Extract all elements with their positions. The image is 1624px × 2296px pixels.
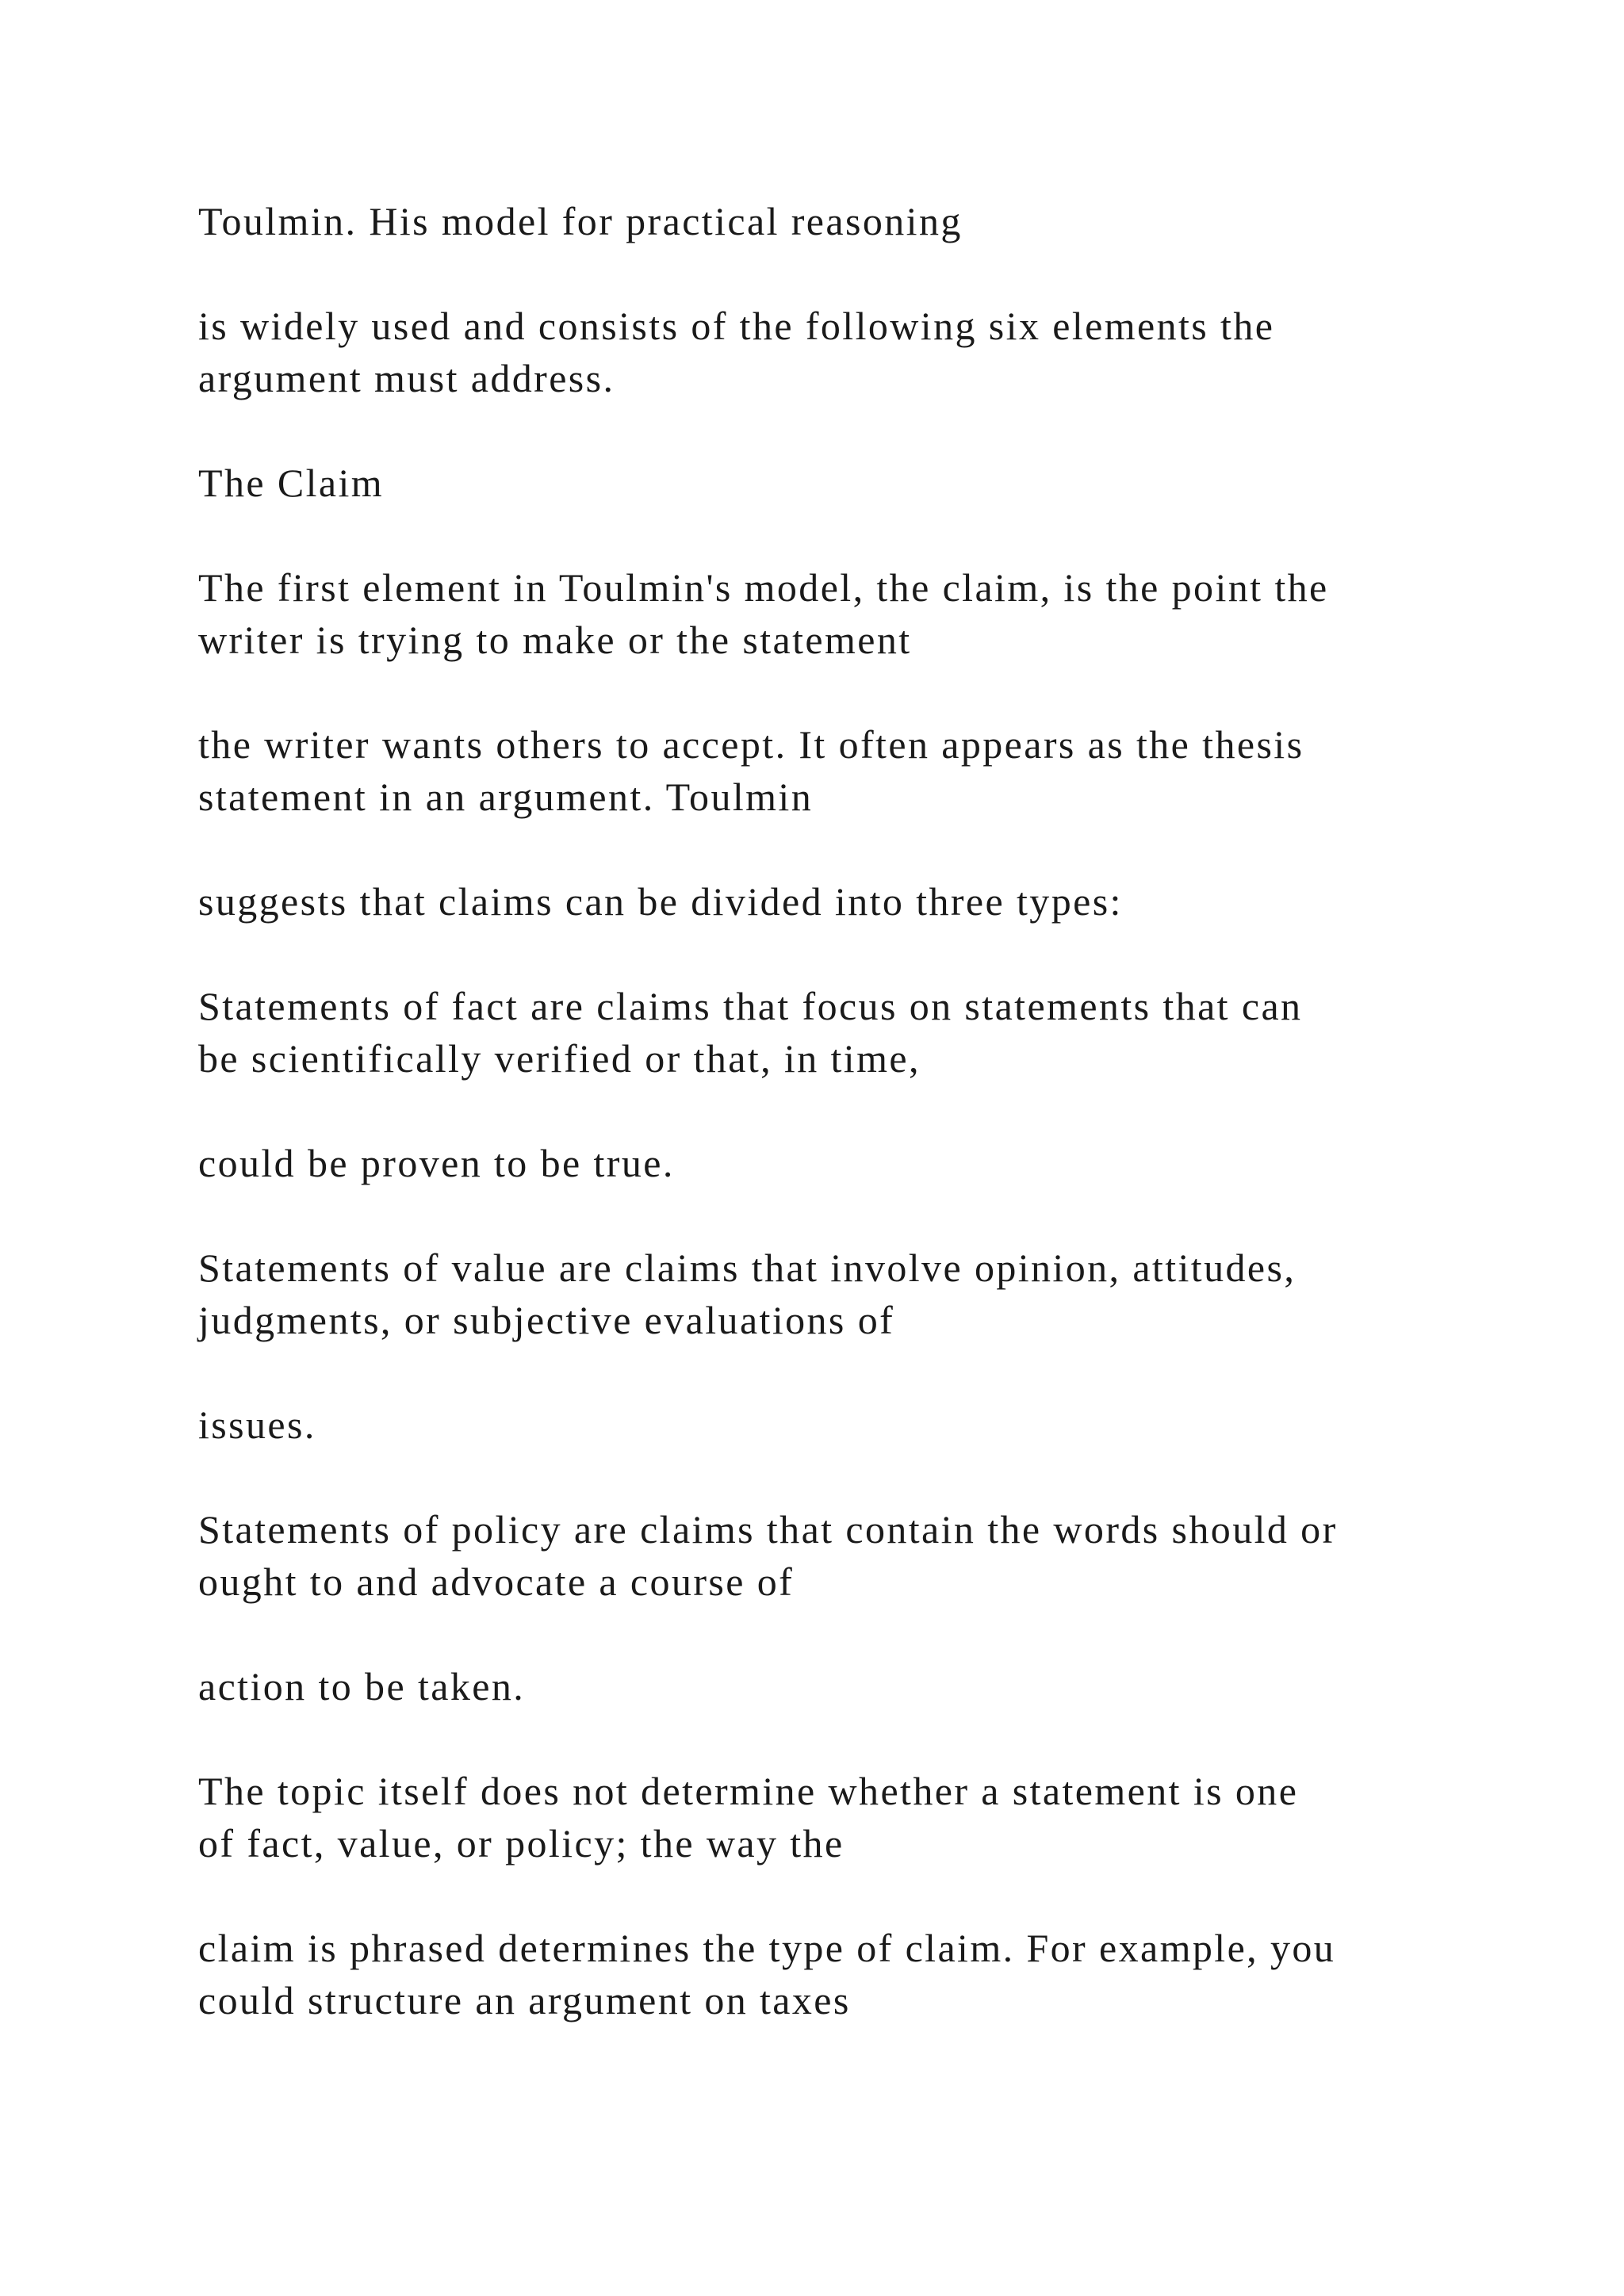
paragraph — [198, 875, 1483, 928]
text-line: Toulmin. His model for practical reasoning — [198, 199, 963, 243]
text-line: Statements of value are claims that involve opinion, attitudes, — [198, 1246, 1297, 1290]
text-line: Statements of policy are claims that contain the words should or — [198, 1507, 1338, 1552]
text-line: statement in an argument. Toulmin — [198, 775, 814, 819]
paragraph — [198, 1922, 1483, 2026]
text-line: is widely used and consists of the following six elements the — [198, 304, 1275, 348]
text-line: ought to and advocate a course of — [198, 1559, 795, 1604]
text-line: judgments, or subjective evaluations of — [198, 1298, 895, 1342]
text-line: claim is phrased determines the type of claim. For example, you — [198, 1926, 1336, 1970]
text-line: issues. — [198, 1402, 316, 1447]
paragraph — [198, 195, 1483, 247]
paragraph — [198, 1660, 1483, 1712]
paragraph — [198, 1399, 1483, 1451]
paragraph — [198, 718, 1483, 823]
text-line: The topic itself does not determine whether a statement is one — [198, 1769, 1299, 1813]
paragraph — [198, 1137, 1483, 1189]
text-line: of fact, value, or policy; the way the — [198, 1821, 845, 1866]
text-line: Statements of fact are claims that focus on statements that can — [198, 984, 1303, 1028]
paragraph — [198, 1503, 1483, 1608]
paragraph — [198, 980, 1483, 1085]
text-line: writer is trying to make or the statement — [198, 618, 912, 662]
text-line: could structure an argument on taxes — [198, 1978, 851, 2022]
section-heading — [198, 457, 1483, 509]
heading-text: The Claim — [198, 461, 385, 505]
document-body — [198, 195, 1483, 2079]
text-line: be scientifically verified or that, in time, — [198, 1036, 921, 1081]
paragraph — [198, 300, 1483, 404]
text-line: The first element in Toulmin's model, the claim, is the point the — [198, 565, 1329, 610]
paragraph — [198, 1242, 1483, 1346]
text-line: the writer wants others to accept. It often appears as the thesis — [198, 722, 1304, 767]
text-line: could be proven to be true. — [198, 1141, 675, 1185]
text-line: suggests that claims can be divided into three types: — [198, 879, 1123, 924]
text-line: action to be taken. — [198, 1664, 526, 1709]
paragraph — [198, 561, 1483, 666]
text-line: argument must address. — [198, 356, 615, 400]
paragraph — [198, 1765, 1483, 1869]
